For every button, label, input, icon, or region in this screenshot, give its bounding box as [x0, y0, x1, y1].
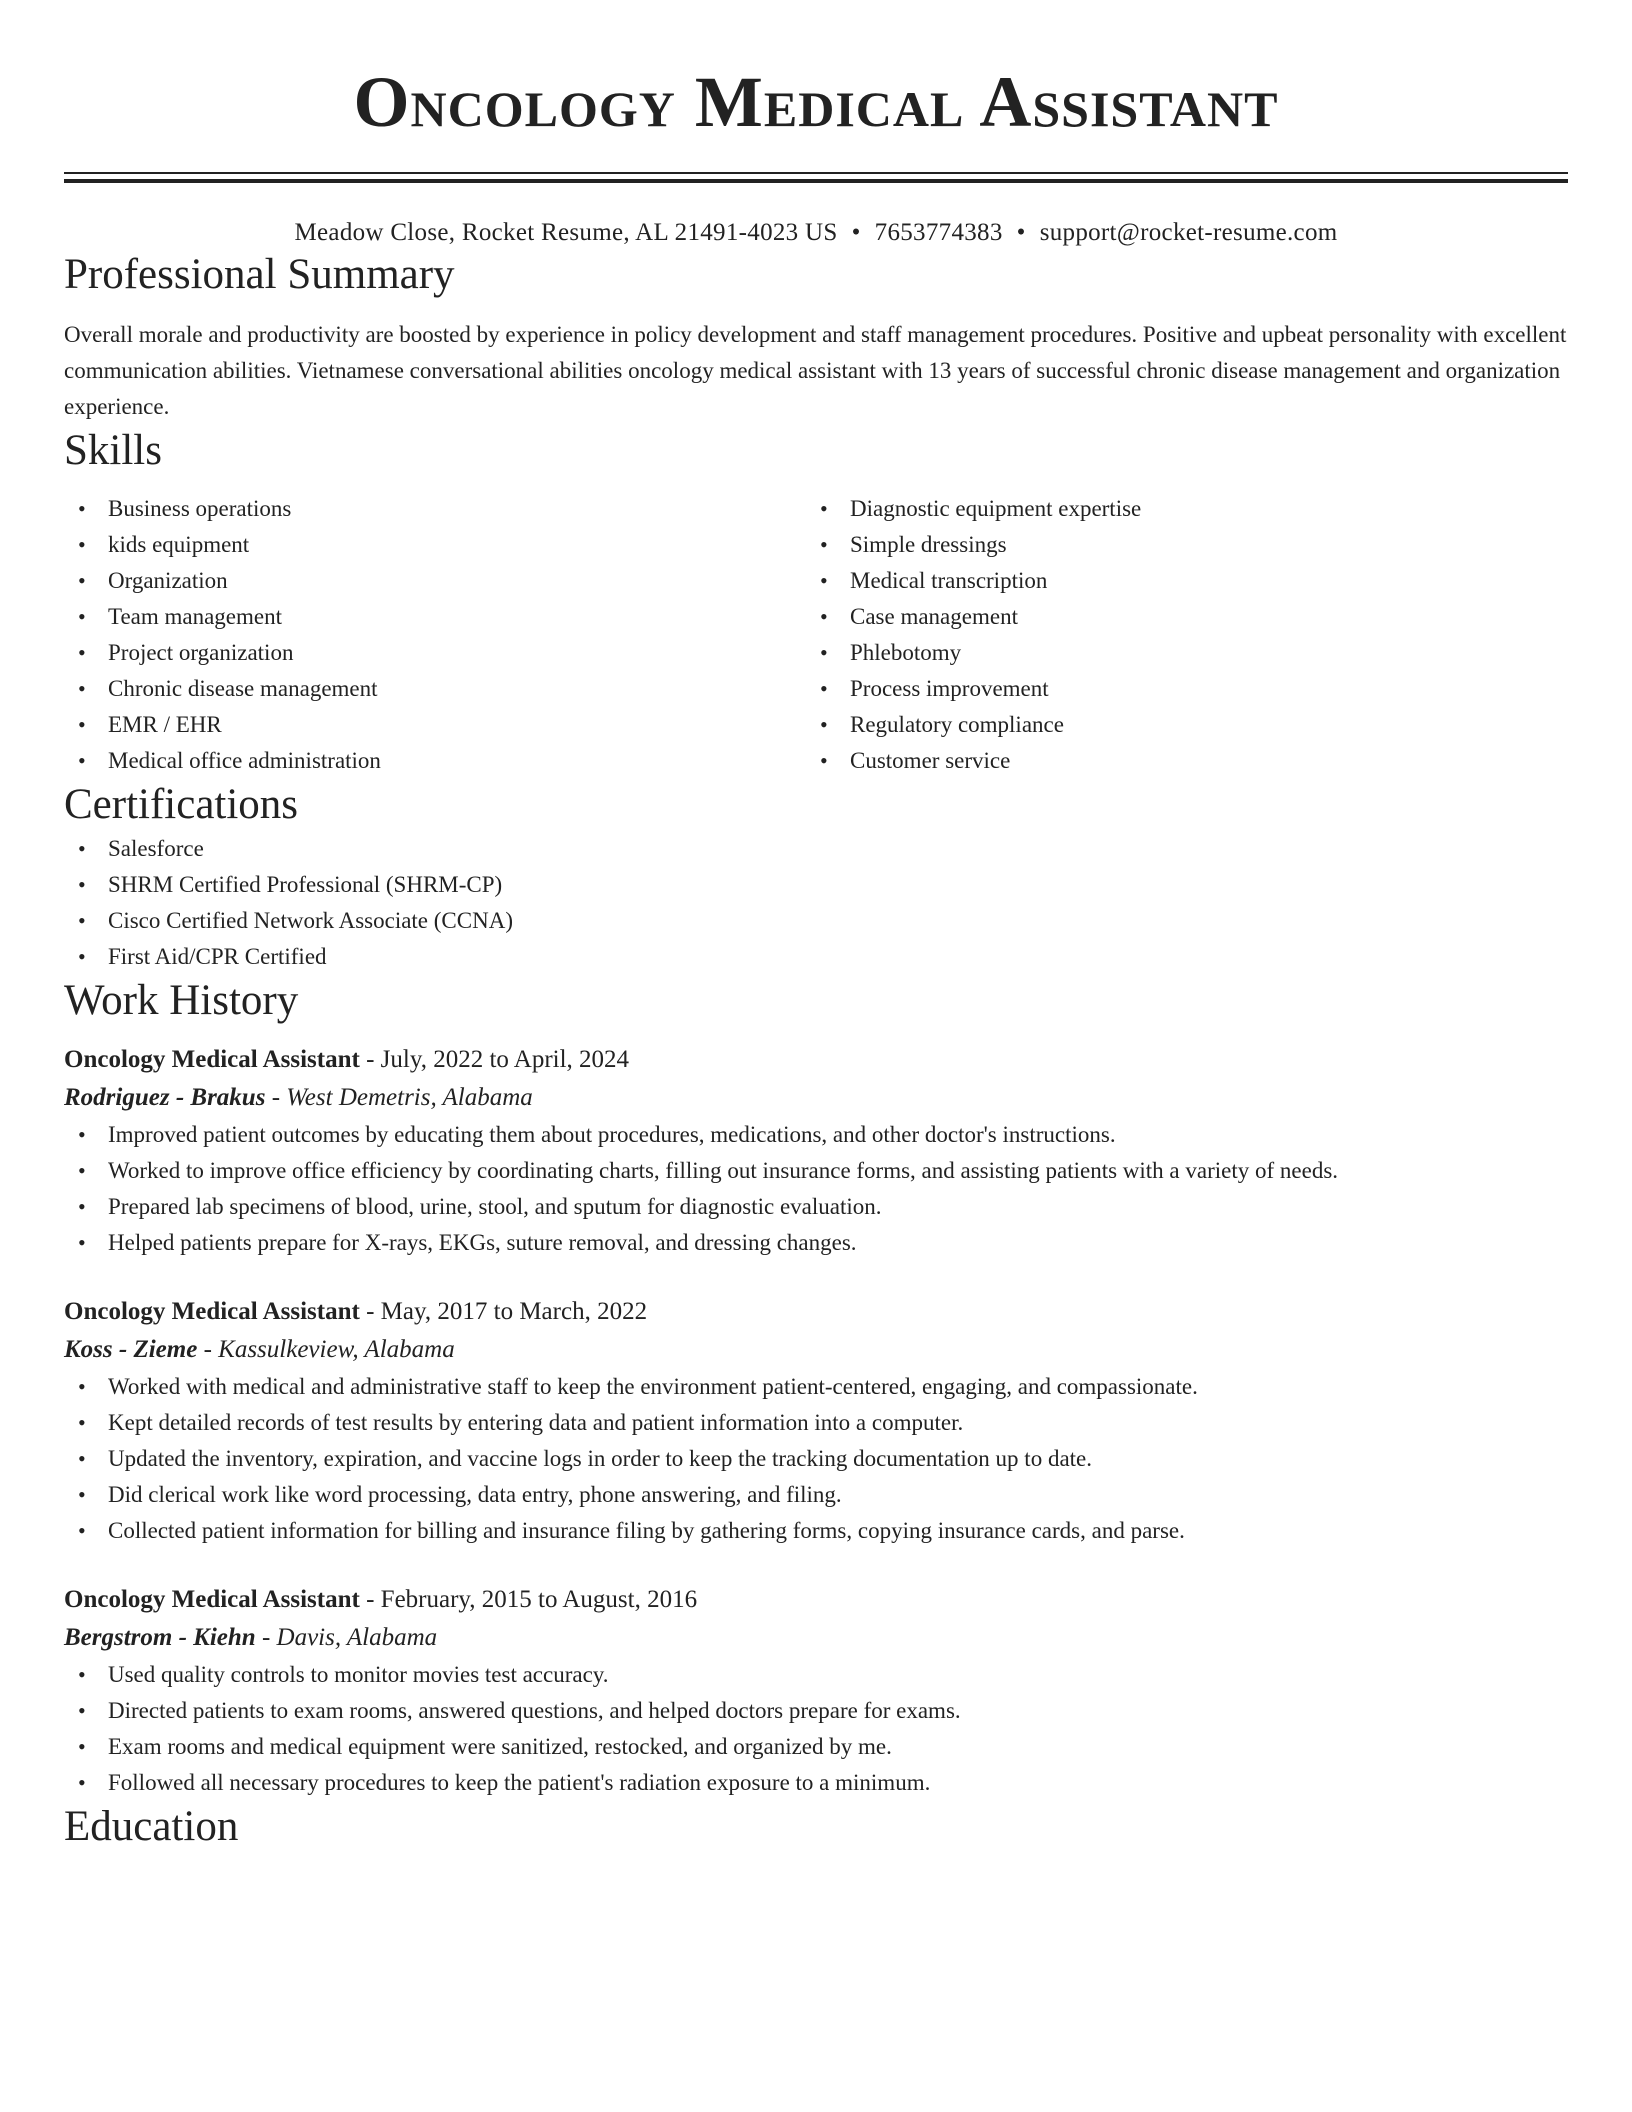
certification-item: • First Aid/CPR Certified	[64, 939, 1568, 975]
job-bullet: • Worked to improve office efficiency by coordinating charts, filling out insurance forms, and assisting patients with a variety of needs.	[64, 1153, 1568, 1189]
summary-heading: Professional Summary	[64, 251, 455, 298]
certification-item: • SHRM Certified Professional (SHRM-CP)	[64, 867, 1568, 903]
job-bullet: • Improved patient outcomes by educating them about procedures, medications, and other doctor's instructions.	[64, 1117, 1568, 1153]
job-bullet: • Worked with medical and administrative staff to keep the environment patient-centered, engaging, and compassionate.	[64, 1369, 1568, 1405]
summary-text: Overall morale and productivity are boosted by experience in policy development and staff management procedures. Positive and upbeat personality with excellent communication abilities. Vietnamese conversational abilities oncology medical assistant with 13 years of successful chronic disease management and organization experience.	[64, 322, 1567, 419]
header-double-rule	[64, 172, 1568, 183]
certifications-list	[64, 831, 1568, 975]
contact-email: support@rocket-resume.com	[1039, 219, 1338, 246]
resume-name-title: Oncology Medical Assistant	[353, 62, 1279, 142]
job-company: Bergstrom - Kiehn	[64, 1624, 256, 1651]
skill-item: • Regulatory compliance	[806, 707, 1548, 743]
skills-list-right	[806, 491, 1548, 779]
job-location: - Kassulkeview, Alabama	[197, 1336, 455, 1363]
certification-item: • Salesforce	[64, 831, 1568, 867]
skills-column-right	[806, 491, 1548, 779]
job-company: Koss - Zieme	[64, 1336, 198, 1363]
job-dates: - May, 2017 to March, 2022	[359, 1298, 648, 1325]
job-company-line	[64, 1331, 1568, 1369]
contact-phone: 7653774383	[874, 219, 1003, 246]
skill-item: • Customer service	[806, 743, 1548, 779]
job-bullet: • Did clerical work like word processing, data entry, phone answering, and filing.	[64, 1477, 1568, 1513]
certifications-heading: Certifications	[64, 781, 299, 828]
job-title: Oncology Medical Assistant	[64, 1046, 360, 1073]
job-location: - Davis, Alabama	[255, 1624, 438, 1651]
job-entry	[64, 1581, 1568, 1801]
skill-item: • Organization	[64, 563, 806, 599]
work-history-heading: Work History	[64, 977, 299, 1024]
skill-item: • Chronic disease management	[64, 671, 806, 707]
job-entry	[64, 1293, 1568, 1549]
skill-item: • Phlebotomy	[806, 635, 1548, 671]
job-bullet: • Directed patients to exam rooms, answered questions, and helped doctors prepare for exams.	[64, 1693, 1568, 1729]
skill-item: • Team management	[64, 599, 806, 635]
skills-heading: Skills	[64, 427, 162, 474]
skill-item: • kids equipment	[64, 527, 806, 563]
contact-separator: •	[851, 219, 861, 246]
skill-item: • Process improvement	[806, 671, 1548, 707]
skill-item: • Case management	[806, 599, 1548, 635]
contact-separator: •	[1016, 219, 1026, 246]
job-entry	[64, 1041, 1568, 1261]
skill-item: • Medical office administration	[64, 743, 806, 779]
job-bullets	[64, 1117, 1568, 1261]
job-bullet: • Exam rooms and medical equipment were sanitized, restocked, and organized by me.	[64, 1729, 1568, 1765]
job-bullet: • Updated the inventory, expiration, and vaccine logs in order to keep the tracking documentation up to date.	[64, 1441, 1568, 1477]
certification-item: • Cisco Certified Network Associate (CCNA)	[64, 903, 1568, 939]
education-heading: Education	[64, 1803, 239, 1850]
job-title: Oncology Medical Assistant	[64, 1586, 360, 1613]
job-company: Rodriguez - Brakus	[64, 1084, 266, 1111]
job-dates: - July, 2022 to April, 2024	[359, 1046, 630, 1073]
skill-item: • Simple dressings	[806, 527, 1548, 563]
skill-item: • Diagnostic equipment expertise	[806, 491, 1548, 527]
contact-line	[64, 217, 1568, 249]
contact-address: Meadow Close, Rocket Resume, AL 21491-4023 US	[294, 219, 838, 246]
job-title-line	[64, 1041, 1568, 1079]
job-bullet: • Used quality controls to monitor movies test accuracy.	[64, 1657, 1568, 1693]
job-title-line	[64, 1581, 1568, 1619]
skills-list-left	[64, 491, 806, 779]
skill-item: • Business operations	[64, 491, 806, 527]
job-title: Oncology Medical Assistant	[64, 1298, 360, 1325]
skills-grid	[64, 491, 1568, 779]
job-company-line	[64, 1079, 1568, 1117]
skill-item: • Project organization	[64, 635, 806, 671]
job-bullet: • Followed all necessary procedures to keep the patient's radiation exposure to a minimum.	[64, 1765, 1568, 1801]
job-bullet: • Prepared lab specimens of blood, urine, stool, and sputum for diagnostic evaluation.	[64, 1189, 1568, 1225]
job-bullet: • Kept detailed records of test results by entering data and patient information into a computer.	[64, 1405, 1568, 1441]
job-bullet: • Collected patient information for billing and insurance filing by gathering forms, copying insurance cards, and parse.	[64, 1513, 1568, 1549]
job-dates: - February, 2015 to August, 2016	[359, 1586, 698, 1613]
job-company-line	[64, 1619, 1568, 1657]
job-location: - West Demetris, Alabama	[265, 1084, 533, 1111]
skill-item: • Medical transcription	[806, 563, 1548, 599]
skills-column-left	[64, 491, 806, 779]
job-bullets	[64, 1657, 1568, 1801]
job-bullet: • Helped patients prepare for X-rays, EKGs, suture removal, and dressing changes.	[64, 1225, 1568, 1261]
job-title-line	[64, 1293, 1568, 1331]
skill-item: • EMR / EHR	[64, 707, 806, 743]
job-bullets	[64, 1369, 1568, 1549]
